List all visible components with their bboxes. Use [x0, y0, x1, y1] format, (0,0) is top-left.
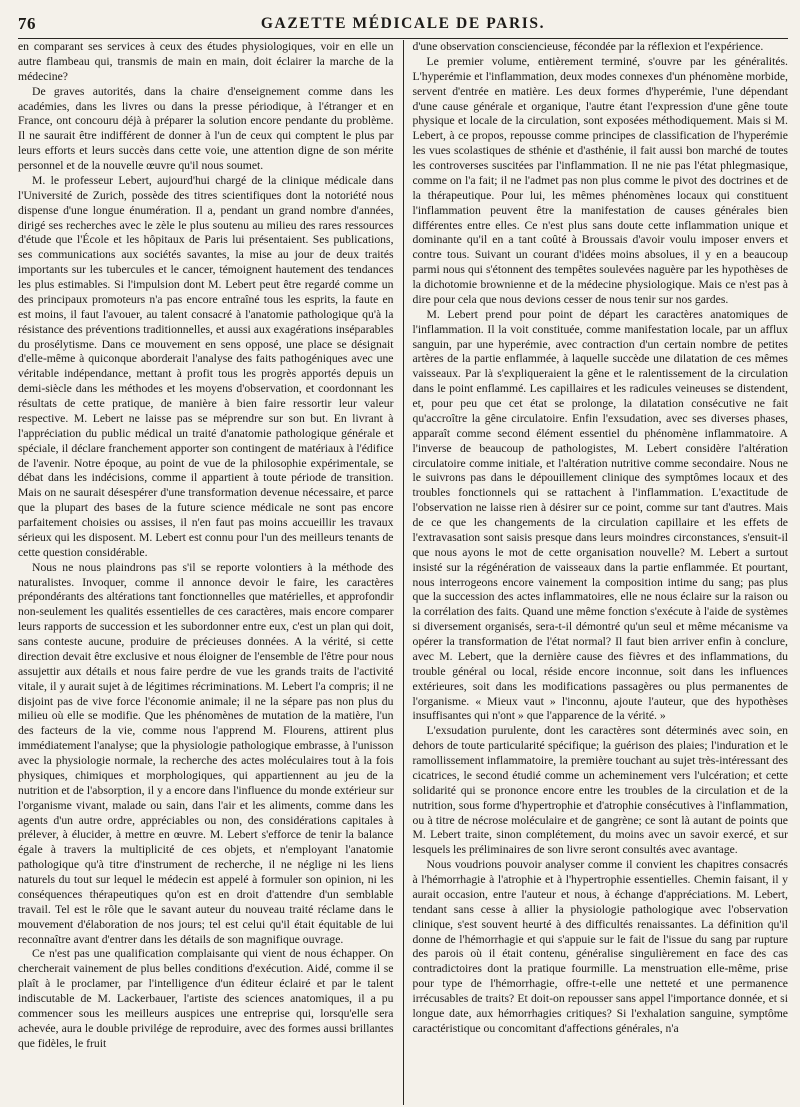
paragraph: Nous voudrions pouvoir analyser comme il convient les chapitres consacrés à l'hémorrhagie à l'atrophie et à l'hypertrophie essentielles. Chemin faisant, il y aurait occasion, entre l'auteur et nous, à échange d'appréciations. M. Lebert, tendant sans cesse à allier la physiologie pathologique avec l'observation clinique, s'est souvent heurté à des difficultés renaissantes. La définition qu'il donne de l'hémorrhagie et qui s'appuie sur le fait de l'issue du sang par rupture des parois où il était contenu, généralise singulièrement en face des cas contradictoires dont la pratique fourmille. La menstruation elle-même, prise pour type de l'hémorrhagie, offre-t-elle une netteté et une permanence irrécusables de traits? Et doit-on repousser sans appel l'importance donnée, et si longue date, aux hémorrhagies critiques? Si l'exhalation sanguine, symptôme caractéristique ou concomitant d'affections générales, n'a	[412, 858, 788, 1035]
paragraph: M. le professeur Lebert, aujourd'hui chargé de la clinique médicale dans l'Université de Zurich, possède des titres scientifiques dont la notoriété nous dispense d'une longue énumération. Il a, pendant un grand nombre d'années, dirigé ses recherches avec le zèle le plus soutenu au milieu des rares ressources d'étude que l'École et les hôpitaux de Paris lui présentaient. Ses publications, ses communications aux sociétés savantes, la mise au jour de deux traités importants sur les tubercules et le cancer, témoignent hautement des tendances les plus estimables. Si l'impulsion dont M. Lebert peut être regardé comme un des principaux promoteurs n'a pas encore entraîné tous les esprits, la faute en est moins, il faut l'avouer, au talent consacré à l'anatomie pathologique qu'à la résistance des préventions traditionnelles, et aussi aux exagérations inséparables du prosélytisme. Dans ce mouvement en sens opposé, une place se désignait d'elle-même à quiconque aborderait l'analyse des faits pathogéniques avec une véritable indépendance, mettant à profit tous les progrès apportés depuis un demi-siècle dans les méthodes et les moyens d'observation, et coordonnant les résultats de cette pratique, de manière à bien faire ressortir leur valeur respective. M. Lebert ne laisse pas se méprendre sur son but. En livrant à l'appréciation du public médical un traité d'anatomie pathologique générale et spéciale, il déclare franchement apporter son contingent de matériaux à l'édifice de l'avenir. Notre époque, au point de vue de la philosophie expérimentale, se débat dans les indécisions, comme il appartient à toute période de transition. Mais on ne saurait désespérer d'une transformation devenue nécessaire, et parce que la plupart des bases de la future science médicale ne sont pas encore parfaitement choisies ou assises, il n'en faut pas moins accueillir les travaux sérieux qui les disposent. M. Lebert est connu pour l'un des meilleurs tenants de cette question considérable.	[18, 173, 394, 559]
left-column	[18, 40, 394, 1105]
paragraph: Le premier volume, entièrement terminé, s'ouvre par les généralités. L'hyperémie et l'inflammation, deux modes connexes d'un phénomène morbide, servent d'entrée en matière. Les deux formes d'hyperémie, l'une dépendant d'une cause générale et organique, l'autre étant l'expression d'une gêne toute physique et locale de la circulation, sont exposées méthodiquement. Mais si M. Lebert, à ce propos, repousse comme principes de classification de l'hyperémie les vues scolastiques de sthénie et d'asthénie, il fait aussi bon marché de toutes les controverses suscitées par l'inflammation. Il ne nie pas l'état phlegmasique, comme on l'a fait; il ne l'admet pas non plus comme le pivot des doctrines et de la thérapeutique. Pour lui, les mêmes phénomènes locaux qui constituent l'inflammation peuvent être la manifestation de causes générales bien différentes entre elles. Ce n'est plus sans doute cette inflammation unique et dominante qu'il en a tant coûté à Broussais d'avoir voulu imposer envers et contre tous. Suivant un courant d'idées moins absolues, il y en a beaucoup parmi nous qui s'étonnent des tempêtes soulevées naguère par les hypothèses de la dichotomie brownienne et de la médecine physiologique. Mais ce n'est pas à dire pour cela que nous devions cesser de nous tenir sur nos gardes.	[412, 54, 788, 306]
paragraph: Ce n'est pas une qualification complaisante qui vient de nous échapper. On chercherait vainement de plus belles conditions d'exécution. Aidé, comme il se plaît à le proclamer, par l'intelligence d'un éditeur éclairé et par le talent indiscutable de M. Lackerbauer, l'artiste des sciences anatomiques, il a pu commencer sous les meilleurs auspices une entreprise qui, lorsqu'elle sera achevée, aura le double privilége de reproduire, avec des formes aussi brillantes que fidèles, le fruit	[18, 947, 394, 1050]
paragraph: L'exsudation purulente, dont les caractères sont déterminés avec soin, en dehors de toute particularité spécifique; la guérison des plaies; l'induration et le ramollissement inflammatoire, la première touchant au sujet très-intéressant des cicatrices, le second étudié comme un acheminement vers l'ulcération; et cette solidarité qui se prononce encore entre les troubles de la circulation et de la nutrition, sous forme d'hypertrophie et d'atrophie consécutives à l'inflammation, ou à titre de nécrose moléculaire et de gangrène; ce sont là autant de points que M. Lebert traite, sinon complétement, du moins avec un savoir exercé, et sur lesquels les préliminaires de son livre seront consultés avec avantage.	[412, 724, 788, 857]
paragraph: Nous ne nous plaindrons pas s'il se reporte volontiers à la méthode des naturalistes. Invoquer, comme il annonce devoir le faire, les caractères prépondérants des altérations tant fonctionnelles que matérielles, et approfondir non-seulement les qualités essentielles de ces caractères, mais encore comparer leurs rapports de succession et les subordonner entre eux, c'est un plan qui doit, sans conteste aucune, produire de précieuses données. A la vérité, si cette direction devait être exclusive et nous éloigner de l'ensemble de l'être pour nous assujettir aux détails et nous faire perdre de vue les grands traits de l'activité vitale, il y aurait sujet à de légitimes récriminations. M. Lebert l'a compris; il ne disjoint pas de vive force l'économie animale; il ne la sépare pas non plus du milieu où elle se modifie. Que les phénomènes de mutation de la matière, l'un des facteurs de la vie, comme nous l'apprend M. Flourens, attirent plus immédiatement l'analyse; que la physiologie pathologique embrasse, à l'unisson avec la physiologie normale, la recherche des actes moléculaires tout à la fois physiques, chimiques et morphologiques, qui appartiennent au jeu de la nutrition et de l'absorption, il y a encore dans l'influence du monde extérieur sur l'organisme vivant, malade ou sain, dans l'air et les aliments, comme dans les agents d'un autre ordre, appréciables ou non, des considérations capitales à prélever, à élucider, à mettre en œuvre. M. Lebert s'efforce de tenir la balance égale à travers la multiplicité de ces objets, et n'employant l'anatomie pathologique qu'à titre d'instrument de recherche, il ne néglige ni les liens naturels du tout sur lequel le médecin est appelé à formuler son opinion, ni les conséquences thérapeutiques qu'on est en droit d'attendre d'un semblable travail. Tel est le rôle que le savant auteur du nouveau traité réclame dans le mouvement d'élaboration de nos jours; tel est celui qu'il était équitable de lui reconnaître avant d'entrer dans les détails de son magnifique ouvrage.	[18, 560, 394, 946]
paragraph: en comparant ses services à ceux des études physiologiques, voir en elle un autre flambeau qui, transmis de main en main, doit éclairer la marche de la médecine?	[18, 40, 394, 83]
page-number: 76	[18, 14, 36, 33]
page-header	[18, 12, 788, 39]
text-columns	[18, 40, 788, 1105]
paragraph: De graves autorités, dans la chaire d'enseignement comme dans les académies, dans les livres ou dans la presse périodique, à l'étranger et en France, ont concouru déjà à préparer la solution encore pendante du problème. Il ne saurait être indifférent de donner à l'un de ceux qui comptent le plus par leurs efforts et leurs succès dans cette voie, une attention digne de son mérite personnel et de la nouvelle œuvre qu'il nous soumet.	[18, 84, 394, 172]
publication-title: GAZETTE MÉDICALE DE PARIS.	[260, 15, 546, 32]
paragraph: M. Lebert prend pour point de départ les caractères anatomiques de l'inflammation. Il la voit constituée, comme manifestation locale, par un afflux sanguin, par une hyperémie, avec contraction d'un certain nombre de petites artères de la partie enflammée, à laquelle succède une dilatation de ces mêmes vaisseaux. Par là s'expliqueraient la gêne et le ralentissement de la circulation dans le point enflammé. Les capillaires et les radicules veineuses se distendent, et, pour peu que cet état se prolonge, la dilatation consécutive ne fait qu'accroître la gêne circulatoire. Enfin l'exsudation, avec ses diverses phases, apparaît comme second élément essentiel du phénomène inflammatoire. A l'inverse de beaucoup de pathologistes, M. Lebert considère l'altération circulatoire comme initiale, et l'altération nutritive comme secondaire. Nous ne le suivrons pas dans le dépouillement clinique des symptômes locaux et des troubles fonctionnels qui se rattachent à l'inflammation. L'exactitude de l'observation ne laisse rien à désirer sur ce point, comme sur tant d'autres. Mais de ce que les changements de la circulation capillaire et les effets de l'extravasation sont saisis presque dans leurs moindres circonstances, s'ensuit-il que nous ayons le mot de cette organisation nouvelle? M. Lebert a surtout insisté sur la régénération de vaisseaux dans la partie enflammée. Et pourtant, nous interrogeons encore vainement la composition intime du sang; pas plus que la succession des actes inflammatoires, elle ne nous éclaire sur la raison ou la corrélation des faits. Quand une même fonction s'exécute à l'aide de systèmes si diversement organisés, sera-t-il démontré qu'un seul et même mécanisme va opérer la transformation de l'état normal? Il faut bien arriver enfin à conclure, avec M. Lebert, que la dernière cause des fièvres et des inflammations, du trouble général ou local, réside encore inconnue, soit dans les influences extérieures, soit dans les modifications passagères ou plus permanentes de l'organisme. « Mieux vaut » l'inconnu, ajoute l'auteur, que des hypothèses insuffisantes qui n'ont » que l'apparence de la vérité. »	[412, 307, 788, 723]
right-column	[412, 40, 788, 1105]
column-divider	[403, 40, 404, 1105]
paragraph: d'une observation consciencieuse, fécondée par la réflexion et l'expérience.	[412, 40, 764, 53]
